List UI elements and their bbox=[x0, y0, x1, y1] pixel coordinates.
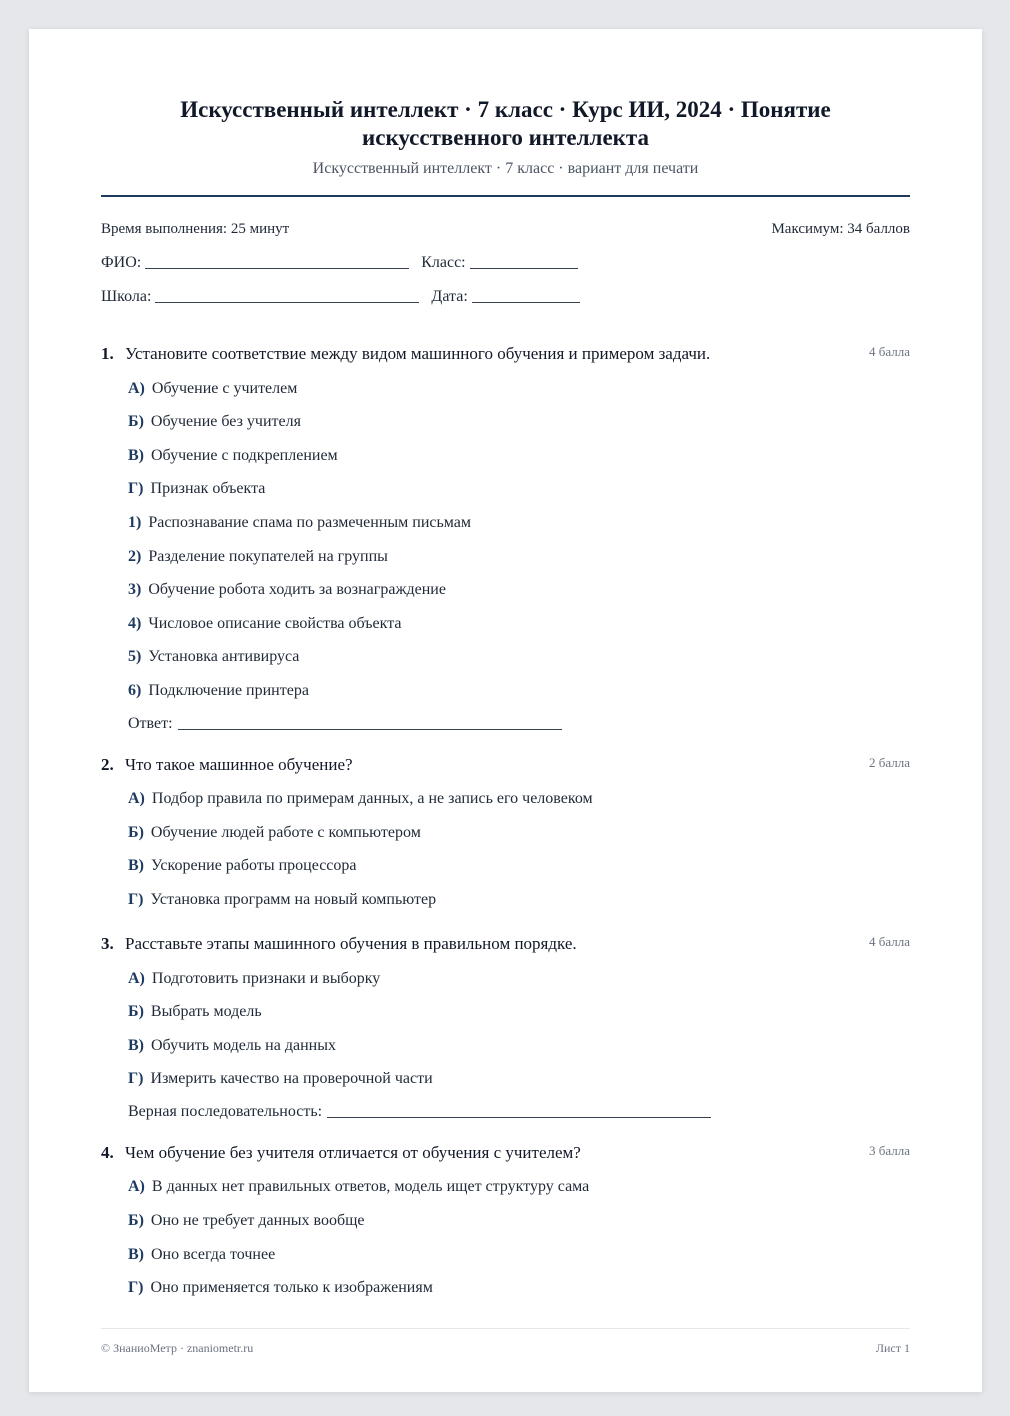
question-points: 4 балла bbox=[869, 344, 910, 359]
option-item bbox=[128, 412, 910, 432]
fio-label: ФИО: bbox=[101, 254, 142, 271]
option-text: Разделение покупателей на группы bbox=[148, 547, 388, 565]
option-text: Обучение с подкреплением bbox=[151, 446, 338, 464]
question-points: 2 балла bbox=[869, 754, 910, 770]
worksheet-page bbox=[29, 29, 982, 1392]
date-label: Дата: bbox=[431, 288, 468, 305]
option-text: Обучение с учителем bbox=[151, 379, 298, 397]
question-text: Что такое машинное обучение? bbox=[125, 754, 353, 774]
option-key: 3) bbox=[128, 581, 142, 599]
answer-label: Верная последовательность: bbox=[128, 1102, 323, 1120]
option-key: В) bbox=[128, 857, 144, 875]
option-item[interactable] bbox=[128, 1177, 910, 1197]
option-item bbox=[128, 446, 910, 466]
option-item[interactable] bbox=[128, 789, 910, 809]
footer-copyright: © ЗнаниоМетр · znaniometr.ru bbox=[101, 1341, 254, 1355]
page-subtitle: Искусственный интеллект · 7 класс · вариант для печати bbox=[312, 160, 699, 177]
option-item bbox=[128, 580, 910, 600]
option-key: Б) bbox=[128, 1212, 144, 1230]
option-item bbox=[128, 513, 910, 533]
option-text: Оно применяется только к изображениям bbox=[150, 1279, 433, 1297]
option-key: Б) bbox=[128, 823, 144, 841]
question-3 bbox=[101, 933, 910, 1121]
answer-row bbox=[128, 1103, 910, 1121]
option-text: Измерить качество на проверочной части bbox=[150, 1070, 433, 1088]
option-text: Установка антивируса bbox=[148, 648, 300, 666]
answer-field[interactable] bbox=[178, 728, 562, 730]
option-text: Подготовить признаки и выборку bbox=[151, 969, 381, 987]
question-2 bbox=[101, 754, 910, 910]
page-title: Искусственный интеллект · 7 класс · Курс ИИ, 2024 · Понятие искусственного интеллекта bbox=[180, 97, 831, 150]
header-divider bbox=[101, 195, 910, 197]
option-key: В) bbox=[128, 1036, 144, 1054]
answer-field[interactable] bbox=[327, 1116, 711, 1118]
question-points: 3 балла bbox=[869, 1142, 910, 1158]
options-list bbox=[128, 789, 910, 910]
option-item[interactable] bbox=[128, 890, 910, 910]
option-key: А) bbox=[128, 790, 145, 808]
option-key: Г) bbox=[128, 890, 144, 908]
class-label: Класс: bbox=[421, 254, 466, 271]
answer-label: Ответ: bbox=[128, 714, 173, 732]
options-list bbox=[128, 379, 910, 701]
option-text: Числовое описание свойства объекта bbox=[148, 614, 402, 632]
option-key: В) bbox=[128, 1245, 144, 1263]
question-4 bbox=[101, 1142, 910, 1298]
option-text: Оно не требует данных вообще bbox=[150, 1212, 365, 1230]
option-text: Обучение робота ходить за вознаграждение bbox=[148, 581, 446, 599]
option-key: 1) bbox=[128, 513, 142, 531]
option-item[interactable] bbox=[128, 1278, 910, 1298]
question-header bbox=[101, 933, 910, 955]
time-limit: Время выполнения: 25 минут bbox=[101, 221, 290, 237]
option-key: А) bbox=[128, 379, 145, 397]
question-text: Чем обучение без учителя отличается от обучения с учителем? bbox=[125, 1142, 581, 1162]
option-item bbox=[128, 614, 910, 634]
option-key: 6) bbox=[128, 681, 142, 699]
option-item bbox=[128, 547, 910, 567]
option-text: Обучение без учителя bbox=[150, 413, 301, 431]
student-fields-row-2 bbox=[101, 286, 910, 306]
option-item bbox=[128, 1002, 910, 1022]
option-key: 2) bbox=[128, 547, 142, 565]
option-key: Б) bbox=[128, 413, 144, 431]
option-item bbox=[128, 681, 910, 701]
option-item[interactable] bbox=[128, 823, 910, 843]
option-item[interactable] bbox=[128, 1211, 910, 1231]
option-key: Б) bbox=[128, 1003, 144, 1021]
option-key: Г) bbox=[128, 480, 144, 498]
option-item bbox=[128, 379, 910, 399]
student-fields-row-1 bbox=[101, 252, 910, 272]
school-label: Школа: bbox=[101, 288, 152, 305]
option-text: Обучение людей работе с компьютером bbox=[150, 823, 421, 841]
question-text: Установите соответствие между видом машинного обучения и примером задачи. bbox=[125, 344, 711, 363]
max-score: Максимум: 34 баллов bbox=[771, 221, 910, 237]
question-number: 2. bbox=[101, 754, 114, 774]
option-text: Оно всегда точнее bbox=[151, 1245, 276, 1263]
option-text: Выбрать модель bbox=[150, 1003, 262, 1021]
question-points: 4 балла bbox=[869, 933, 910, 949]
option-text: В данных нет правильных ответов, модель ищет структуру сама bbox=[151, 1178, 590, 1196]
question-text: Расставьте этапы машинного обучения в правильном порядке. bbox=[125, 933, 577, 953]
option-key: Г) bbox=[128, 1279, 144, 1297]
option-key: 4) bbox=[128, 614, 142, 632]
option-item bbox=[128, 1036, 910, 1056]
question-number: 4. bbox=[101, 1142, 114, 1162]
question-header bbox=[101, 754, 910, 776]
options-list bbox=[128, 969, 910, 1090]
footer-sheet-number: Лист 1 bbox=[875, 1341, 910, 1355]
date-field[interactable] bbox=[472, 301, 580, 303]
option-text: Подключение принтера bbox=[148, 681, 309, 699]
options-list bbox=[128, 1177, 910, 1298]
option-text: Распознавание спама по размеченным письмам bbox=[148, 513, 472, 531]
option-text: Признак объекта bbox=[150, 480, 266, 498]
option-item bbox=[128, 479, 910, 499]
option-key: 5) bbox=[128, 648, 142, 666]
option-key: А) bbox=[128, 1178, 145, 1196]
option-item[interactable] bbox=[128, 856, 910, 876]
option-text: Подбор правила по примерам данных, а не запись его человеком bbox=[151, 790, 593, 808]
option-key: В) bbox=[128, 446, 144, 464]
question-header bbox=[101, 343, 910, 365]
option-key: А) bbox=[128, 969, 145, 987]
page-footer bbox=[101, 1328, 910, 1356]
question-number: 3. bbox=[101, 933, 114, 953]
question-number: 1. bbox=[101, 344, 114, 363]
answer-row bbox=[128, 715, 910, 733]
fio-field[interactable] bbox=[145, 267, 409, 269]
option-item bbox=[128, 969, 910, 989]
option-item bbox=[128, 1069, 910, 1089]
meta-row bbox=[101, 221, 910, 238]
class-field[interactable] bbox=[470, 267, 578, 269]
option-text: Ускорение работы процессора bbox=[151, 857, 357, 875]
option-text: Обучить модель на данных bbox=[151, 1036, 336, 1054]
option-key: Г) bbox=[128, 1070, 144, 1088]
option-text: Установка программ на новый компьютер bbox=[150, 890, 437, 908]
option-item bbox=[128, 647, 910, 667]
school-field[interactable] bbox=[155, 301, 419, 303]
option-item[interactable] bbox=[128, 1245, 910, 1265]
question-1 bbox=[101, 343, 910, 733]
question-header bbox=[101, 1142, 910, 1164]
